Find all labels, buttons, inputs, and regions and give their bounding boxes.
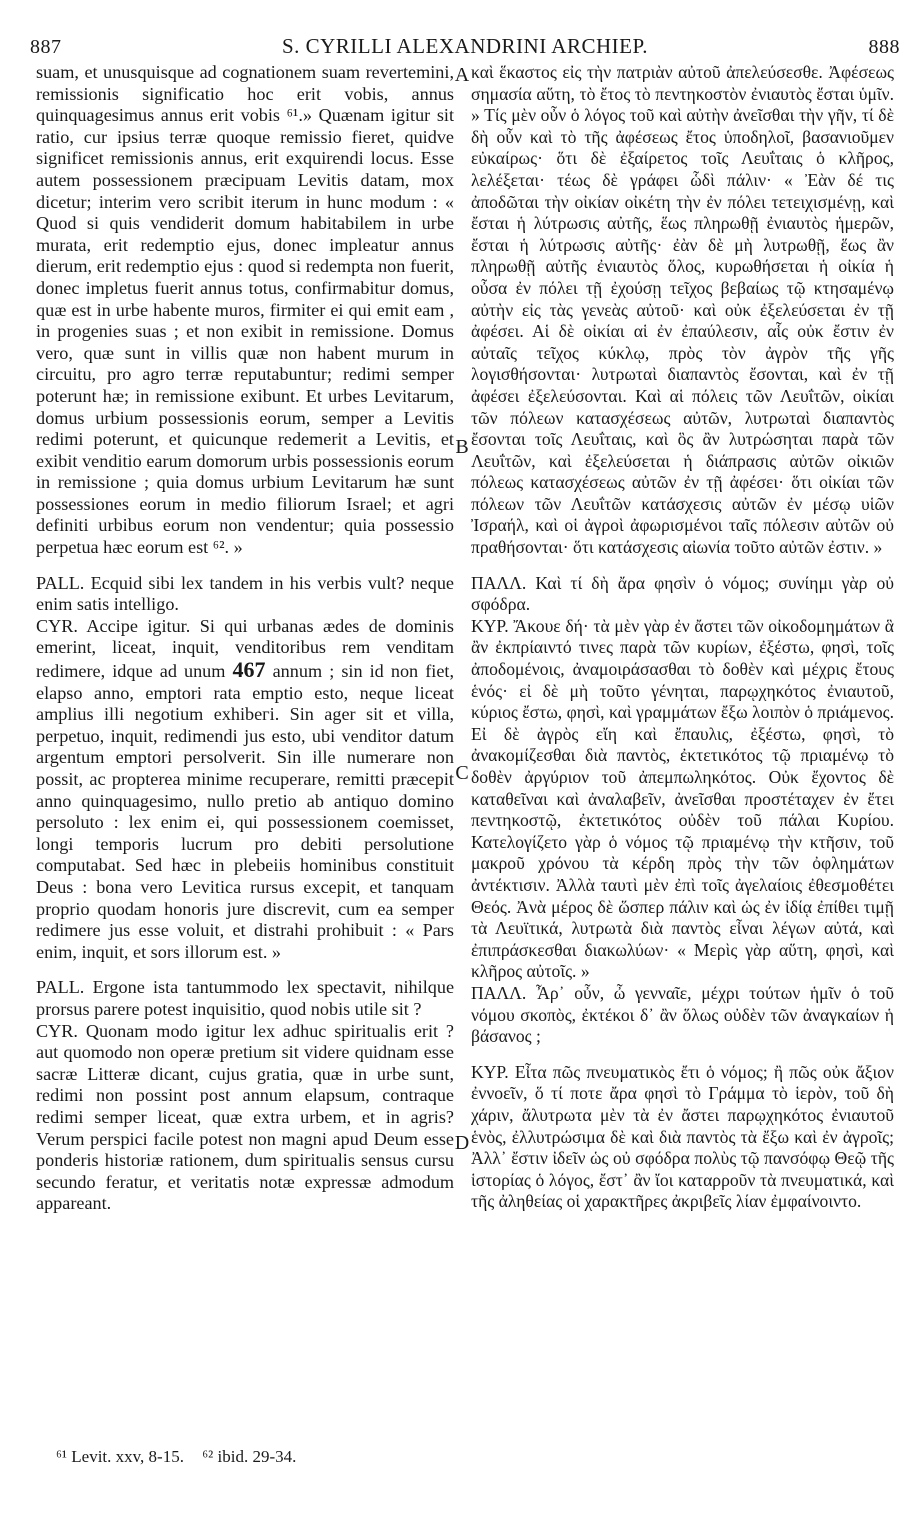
latin-column bbox=[36, 62, 454, 1215]
paragraph-text: Καὶ τί δὴ ἄρα φησὶν ὁ νόμος; συνίημι γὰρ οὐ σφόδρα. bbox=[471, 572, 894, 615]
latin-paragraph-5 bbox=[36, 1021, 454, 1215]
latin-paragraph-3 bbox=[36, 616, 454, 964]
speaker-label: CYR. bbox=[36, 615, 78, 636]
speaker-label: PALL. bbox=[36, 977, 85, 998]
greek-paragraph-1: καὶ ἕκαστος εἰς τὴν πατριὰν αὐτοῦ ἀπελεύσεσθε. Ἀφέσεως σημασία αὕτη, τὸ ἔτος τὸ πεντηκοστὸν ἐνιαυτὸς ἔσται ὑμῖν. » Τίς μὲν οὖν ὁ λόγος τοῦ καὶ αὐτὴν ἀνεῖσθαι τὴν γῆν, τί δὲ δὴ οὖν καὶ τὸ τῆς ἀφέσεως ἔτος ὑποδηλοῖ, βασανιοῦμεν εὐκαίρως· ὅτι δὲ ἐξαίρετος τοῖς Λευΐταις ὁ κλῆρος, λελέξεται· τέως δὲ γράφει ὧδὶ πάλιν· « Ἐὰν δέ τις ἀποδῶται τὴν οἰκίαν οἰκέτη τὴν ἐν πόλει τετειχισμένῃ, καὶ ἔσται ἡ λύτρωσις αὐτῆς, ἕως πληρωθῇ ἐνιαυτὸς ἡμερῶν, ἔσται ἡ λύτρωσις αὐτῆς· ἐὰν δὲ μὴ λυτρωθῇ, ἕως ἂν πληρωθῇ αὐτῆς ἐνιαυτὸς ὅλος, κυρωθήσεται ἡ οἰκία ἡ οὖσα ἐν πόλει τῇ ἐχούσῃ τεῖχος βεβαίως τῷ κτησαμένῳ αὐτὴν εἰς τὰς γενεὰς αὐτοῦ· καὶ οὐκ ἐξελεύσεται ἐν τῇ ἀφέσει. Αἱ δὲ οἰκίαι αἱ ἐν ἐπαύλεσιν, αἷς οὐκ ἔστιν ἐν αὐταῖς τεῖχος κύκλῳ, πρὸς τὸν ἀγρὸν τῆς γῆς λογισθήσονται· λυτρωταὶ διαπαντὸς ἔσονται, καὶ ἐν τῇ ἀφέσει ἐξελεύσονται. Καὶ αἱ πόλεις τῶν Λευΐτῶν, οἰκίαι τῶν πόλεων κατασχέσεως αὐτῶν, λυτρωταὶ διαπαντὸς ἔσονται τοῖς Λευΐταις, καὶ ὃς ἂν λυτρώσηται παρὰ τῶν Λευΐτῶν, καὶ ἐξελεύσεται ἡ διάπρασις αὐτῶν οἰκιῶν πόλεως κατασχέσεως αὐτῶν ἐν τῇ ἀφέσει· ὅτι οἰκίαι τῶν πόλεων τῶν Λευΐτῶν κατάσχεσις αὐτῶν ἐν μέσῳ υἱῶν Ἰσραήλ, καὶ οἱ ἀγροὶ ἀφωρισμένοι ταῖς πόλεσιν αὐτῶν οὐ πραθήσονται· ὅτι κατάσχεσις αἰωνία τοῦτο αὐτῶν ἐστιν. » bbox=[471, 62, 894, 558]
greek-column bbox=[471, 62, 894, 1213]
migne-column-number: 467 bbox=[232, 657, 266, 683]
footnotes bbox=[56, 1447, 310, 1467]
paragraph-text: Quonam modo igitur lex adhuc spiritualis erit ? aut quomodo non operæ pretium sit videre quidnam esse sacræ Litteræ dicant, cujus gratia, quæ in urbe sunt, redimi non possint post annum elapsum, contraque redimi semper liceat, quæ extra urbem, et in agris? Verum perspici facile potest non magni apud Deum esse ponderis historiæ rationem, dum spiritualis sensus cursu secundo feratur, et veritatis notæ expressæ admodum appareant. bbox=[36, 1020, 454, 1214]
latin-paragraph-1: suam, et unusquisque ad cognationem suam revertemini, remissionis significatio hoc erit vobis, annus quinquagesimus annus erit vobis ⁶¹.» Quænam igitur sit ratio, cur ipsius terræ quoque remissio fieret, quidve significet remissionis annus, erit exquirendi locus. Esse autem possessionem præcipuam Levitis datam, mox dicetur; interim vero scribit iterum in hunc modum : « Quod si quis vendiderit domum habitabilem in urbe murata, erit redemptio ejus, donec impleatur annus dierum, erit redemptio ejus : quod si redempta non fuerit, donec impletus fuerit annus totus, confirmabitur domus, quæ est in urbe habente muros, firmiter ei qui emit eam , in progenies suas ; et non exibit in remissione. Domus vero, quæ sunt in villis quæ non habent murum in circuitu, pro agro terræ reputabuntur; redimi semper poterunt hæ; in remissione exibunt. Et urbes Levitarum, domus urbium possessionis eorum, semper a Levitis redimi poterunt, et quicunque redemerit a Levitis, et exibit venditio earum domorum urbis possessionis eorum in remissione ; quia domus urbium Levitarum hæ sunt possessiones eorum in medio filiorum Israel; et agri definiti urbibus eorum non vendentur; quia possessio perpetua hæc eorum est ⁶². » bbox=[36, 62, 454, 558]
paragraph-text: annum ; sin id non fiet, elapso anno, emptori rata emptio esto, neque liceat amplius illi negotium exhibeгi. Sin ager sit et villa, perpetuo, inquit, redimendi jus esto, ubi venditor datum argentum emptori persolverit. Sin ille numerare non possit, ac propterea minime recuperare, remitti præcepit anno quinquagesimo, nullo pretio ab antiquo domino persoluto : lex enim ei, qui possessionem coemisset, longi temporis lucrum pro debiti persolutione computabat. Sed hæc in plebeiis hominibus constituit Deus : bona vero Levitica rursus excepit, et tanquam proprio quodam honoris jure discrevit, cum ea semper redimere jus esse voluit, et distrahi prohibuit : « Pars enim, inquit, et sors illorum est. » bbox=[36, 661, 455, 962]
greek-paragraph-5 bbox=[471, 1062, 894, 1213]
footnote-61: ⁶¹ Levit. xxv, 8-15. bbox=[56, 1447, 184, 1466]
page-number-left: 887 bbox=[30, 36, 62, 58]
greek-paragraph-3 bbox=[471, 616, 894, 983]
greek-paragraph-4 bbox=[471, 983, 894, 1048]
greek-paragraph-2 bbox=[471, 573, 894, 616]
section-letter-b: B bbox=[455, 436, 469, 458]
paragraph-text: Ecquid sibi lex tandem in his verbis vult? neque enim satis intelligo. bbox=[36, 572, 454, 615]
paragraph-text: Εἶτα πῶς πνευματικὸς ἔτι ὁ νόμος; ἢ πῶς οὐκ ἄξιον ἐννοεῖν, ὅ τί ποτε ἄρα φησὶ τὸ Γράμμα τὸ ἱερὸν, τοῦ δὴ χάριν, ἄλυτρωτα μὲν τὰ ἐν ἄστει παρῳχηκότος ἐνιαυτοῦ ἑνὸς, ἐλλυτρώσιμα δὲ καὶ διὰ παντὸς τὰ ἔξω καὶ ἐν ἀγροῖς; Ἀλλ᾿ ἔστιν ἰδεῖν ὡς οὐ σφόδρα πολὺς τῷ πανσόφῳ Θεῷ τῆς ἱστορίας ὁ λόγος, ἔστ᾿ ἂν ἴοι καταρροῦν τὰ πνευματικά, καὶ τῆς ἀληθείας οἱ χαρακτῆρες ἀκριβεῖς λίαν ἐμφαίνοιντο. bbox=[471, 1061, 894, 1212]
section-letter-d: D bbox=[454, 1132, 470, 1154]
section-letter-c: C bbox=[455, 762, 469, 784]
speaker-label: CYR. bbox=[36, 1020, 78, 1041]
speaker-label: ΚΥΡ. bbox=[471, 1061, 509, 1082]
speaker-label: ΠΑΛΛ. bbox=[471, 982, 527, 1003]
paragraph-text: Ergone ista tantummodo lex spectavit, nihilque prorsus parere potest inquisitio, quod nobis utile sit ? bbox=[36, 977, 455, 1019]
page-number-right: 888 bbox=[868, 36, 900, 58]
running-title: S. CYRILLI ALEXANDRINI ARCHIEP. bbox=[281, 34, 649, 58]
latin-paragraph-2 bbox=[36, 573, 454, 616]
speaker-label: ΚΥΡ. bbox=[471, 615, 509, 636]
paragraph-text: Accipe igitur. Si qui urbanas ædes de dominis emerint, liceat, inquit, venditoribus rem venditam redimere, idque ad unum bbox=[36, 615, 454, 682]
speaker-label: PALL. bbox=[36, 572, 85, 593]
paragraph-text: Ἄκουε δή· τὰ μὲν γὰρ ἐν ἄστει τῶν οἰκοδομημάτων ἃ ἂν ἐκπρίαιντό τινες παρὰ τῶν κυρίων, ἐξέστω, φησὶ, τοῖς ἀποδομένοις, ἀναμοιράσασθαι τὸ δοθὲν καὶ μέχρις ἔτους ἑνός· εἰ δὲ μὴ τοῦτο γένηται, παρῳχηκότος ἐνιαυτοῦ, κύριος ἔστω, φησὶ, καὶ γραμμάτων ἔξω λοιπὸν ὁ πριάμενος. Εἰ δὲ ἀγρὸς εἴη καὶ ἔπαυλις, ἐξέστω, φησὶ, τὸ ἀνακομίζεσθαι διὰ παντὸς, ἐκτετικότος τῷ πριαμένῳ τὸ δοθὲν ἀργύριον τοῦ ἀπεμπωληκότος. Οὐκ ἔχοντος δὲ καταθεῖναι καὶ ἀναλαβεῖν, ἀνεῖσθαι προστέταχεν ἐν ἔτει πεντηκοστῷ, ἐκτετικότος οὐδὲν τοῦ πάλαι Κυρίου. Κατελογίζετο γὰρ ὁ νόμος τῷ πριαμένῳ τὴν κτῆσιν, τοῦ μακροῦ χρόνου τὰ κέρδη πρὸς τὴν τῶν ὀφλημάτων ἀντέκτισιν. Ἀλλὰ ταυτὶ μὲν ἐπὶ τοῖς ἀγελαίοις ἐθεσμοθέτει Θεός. Ἀνὰ μέρος δὲ ὥσπερ πάλιν καὶ ὡς ἐν ἰδίᾳ ἐπίθει τιμῇ τὰ Λευϊτικά, λυτρωτὰ διὰ παντὸς εἶναι λέγων αὐτά, καὶ ἐπιπράσκεσθαι διακωλύων· « Μερὶς γὰρ αὕτη, φησὶ, καὶ κλῆρος αὐτοῖς. » bbox=[471, 615, 894, 982]
section-letter-a: A bbox=[454, 64, 470, 86]
latin-paragraph-4 bbox=[36, 977, 454, 1020]
page-header bbox=[30, 30, 900, 60]
paragraph-text: Ἆρ᾿ οὖν, ὦ γενναῖε, μέχρι τούτων ἡμῖν ὁ τοῦ νόμου σκοπὸς, ἐκτέκοι δ᾿ ἂν ὅλως οὐδὲν τῶν ἀναγκαίων ἡ βάσανος ; bbox=[471, 982, 894, 1047]
footnote-62: ⁶² ibid. 29-34. bbox=[202, 1447, 297, 1466]
speaker-label: ΠΑΛΛ. bbox=[471, 572, 527, 593]
